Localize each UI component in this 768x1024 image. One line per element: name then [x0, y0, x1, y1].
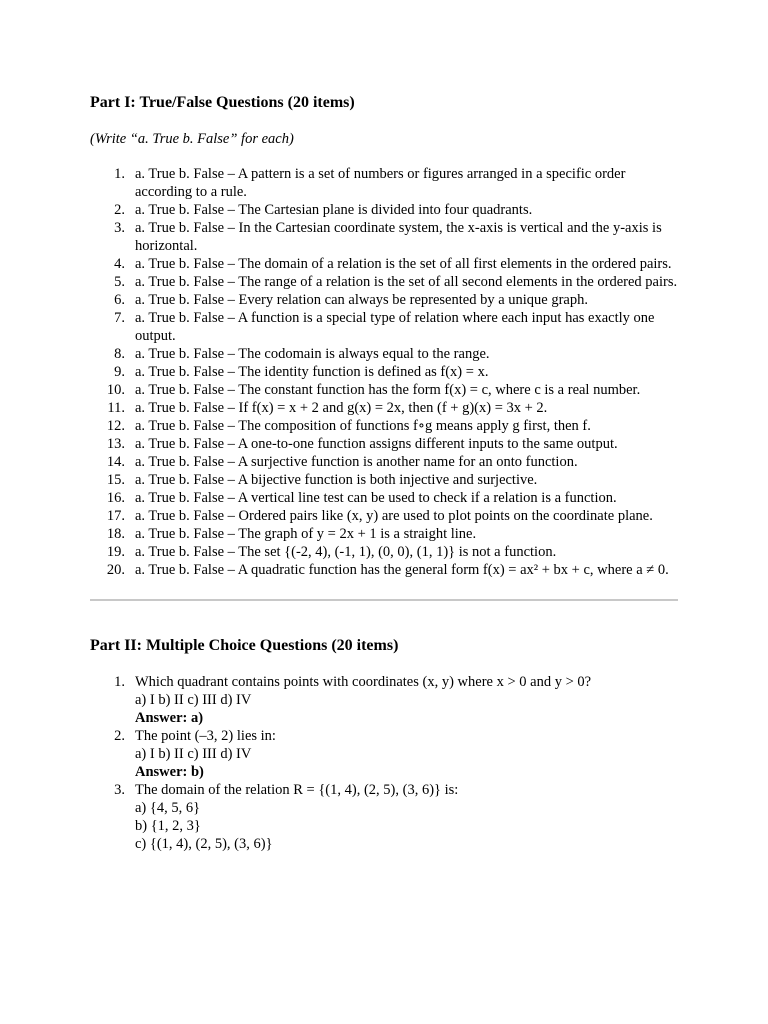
question-text: a. True b. False – The range of a relation is the set of all second elements in the ordered pairs.	[135, 274, 678, 290]
part1-title: Part I: True/False Questions (20 items)	[90, 94, 355, 111]
question-number: 14.	[106, 454, 125, 470]
part2-title: Part II: Multiple Choice Questions (20 items)	[90, 637, 399, 654]
question-number: 4.	[114, 256, 125, 272]
answer-choices: a) I b) II c) III d) IV	[135, 746, 252, 762]
tf-question-item	[90, 309, 678, 345]
question-text: a. True b. False – The domain of a relation is the set of all first elements in the ordered pairs.	[135, 256, 672, 272]
answer-choices: a) {4, 5, 6}	[135, 800, 201, 816]
question-number: 7.	[114, 310, 125, 326]
answer-choices: c) {(1, 4), (2, 5), (3, 6)}	[135, 836, 273, 852]
tf-question-item	[90, 363, 678, 381]
question-number: 19.	[106, 544, 125, 560]
answer-key: Answer: b)	[135, 764, 204, 780]
tf-question-item	[90, 165, 678, 201]
question-number: 6.	[114, 292, 125, 308]
question-text: a. True b. False – The identity function is defined as f(x) = x.	[135, 364, 489, 380]
tf-question-item	[90, 345, 678, 363]
question-text: a. True b. False – The codomain is always equal to the range.	[135, 346, 490, 362]
question-text: a. True b. False – A one-to-one function assigns different inputs to the same output.	[135, 436, 618, 452]
true-false-list	[90, 165, 678, 579]
answer-choices: a) I b) II c) III d) IV	[135, 692, 252, 708]
question-number: 12.	[106, 418, 125, 434]
tf-question-item	[90, 399, 678, 417]
document-page	[90, 92, 678, 853]
question-text: a. True b. False – A quadratic function has the general form f(x) = ax² + bx + c, where a ≠ 0.	[135, 562, 669, 578]
question-number: 8.	[114, 346, 125, 362]
question-text: a. True b. False – The graph of y = 2x + 1 is a straight line.	[135, 526, 477, 542]
tf-question-item	[90, 507, 678, 525]
tf-question-item	[90, 453, 678, 471]
question-number: 10.	[106, 382, 125, 398]
question-text: a. True b. False – In the Cartesian coordinate system, the x-axis is vertical and the y-axis is horizontal.	[135, 220, 662, 254]
tf-question-item	[90, 219, 678, 255]
question-text: The domain of the relation R = {(1, 4), (2, 5), (3, 6)} is:	[135, 782, 459, 798]
question-text: a. True b. False – A surjective function is another name for an onto function.	[135, 454, 578, 470]
section-divider	[90, 599, 678, 601]
question-number: 1.	[114, 674, 125, 690]
tf-question-item	[90, 525, 678, 543]
tf-question-item	[90, 273, 678, 291]
mc-question-item	[90, 781, 678, 853]
question-number: 20.	[106, 562, 125, 578]
question-number: 16.	[106, 490, 125, 506]
multiple-choice-list	[90, 673, 678, 853]
answer-key: Answer: a)	[135, 710, 204, 726]
question-text: a. True b. False – If f(x) = x + 2 and g(x) = 2x, then (f + g)(x) = 3x + 2.	[135, 400, 548, 416]
tf-question-item	[90, 291, 678, 309]
mc-question-item	[90, 673, 678, 727]
tf-question-item	[90, 381, 678, 399]
tf-question-item	[90, 417, 678, 435]
question-text: a. True b. False – The constant function has the form f(x) = c, where c is a real number.	[135, 382, 641, 398]
question-text: a. True b. False – A pattern is a set of numbers or figures arranged in a specific order according to a rule.	[135, 166, 626, 200]
question-number: 17.	[106, 508, 125, 524]
question-number: 18.	[106, 526, 125, 542]
question-number: 11.	[107, 400, 125, 416]
tf-question-item	[90, 561, 678, 579]
answer-choices: b) {1, 2, 3}	[135, 818, 201, 834]
question-number: 2.	[114, 728, 125, 744]
tf-question-item	[90, 255, 678, 273]
question-text: Which quadrant contains points with coordinates (x, y) where x > 0 and y > 0?	[135, 674, 592, 690]
question-text: The point (–3, 2) lies in:	[135, 728, 276, 744]
question-text: a. True b. False – A vertical line test can be used to check if a relation is a function.	[135, 490, 617, 506]
part1-instructions: (Write “a. True b. False” for each)	[90, 131, 294, 147]
question-number: 3.	[114, 782, 125, 798]
question-number: 3.	[114, 220, 125, 236]
question-number: 15.	[106, 472, 125, 488]
question-number: 1.	[114, 166, 125, 182]
question-number: 13.	[106, 436, 125, 452]
question-text: a. True b. False – Every relation can always be represented by a unique graph.	[135, 292, 588, 308]
question-text: a. True b. False – Ordered pairs like (x, y) are used to plot points on the coordinate plane.	[135, 508, 653, 524]
tf-question-item	[90, 201, 678, 219]
tf-question-item	[90, 489, 678, 507]
mc-question-item	[90, 727, 678, 781]
question-text: a. True b. False – The composition of functions f∘g means apply g first, then f.	[135, 418, 591, 434]
question-text: a. True b. False – The set {(-2, 4), (-1, 1), (0, 0), (1, 1)} is not a function.	[135, 544, 557, 560]
question-number: 9.	[114, 364, 125, 380]
tf-question-item	[90, 543, 678, 561]
tf-question-item	[90, 435, 678, 453]
question-number: 2.	[114, 202, 125, 218]
tf-question-item	[90, 471, 678, 489]
question-text: a. True b. False – The Cartesian plane is divided into four quadrants.	[135, 202, 533, 218]
question-text: a. True b. False – A bijective function is both injective and surjective.	[135, 472, 538, 488]
question-number: 5.	[114, 274, 125, 290]
question-text: a. True b. False – A function is a special type of relation where each input has exactly one output.	[135, 310, 655, 344]
